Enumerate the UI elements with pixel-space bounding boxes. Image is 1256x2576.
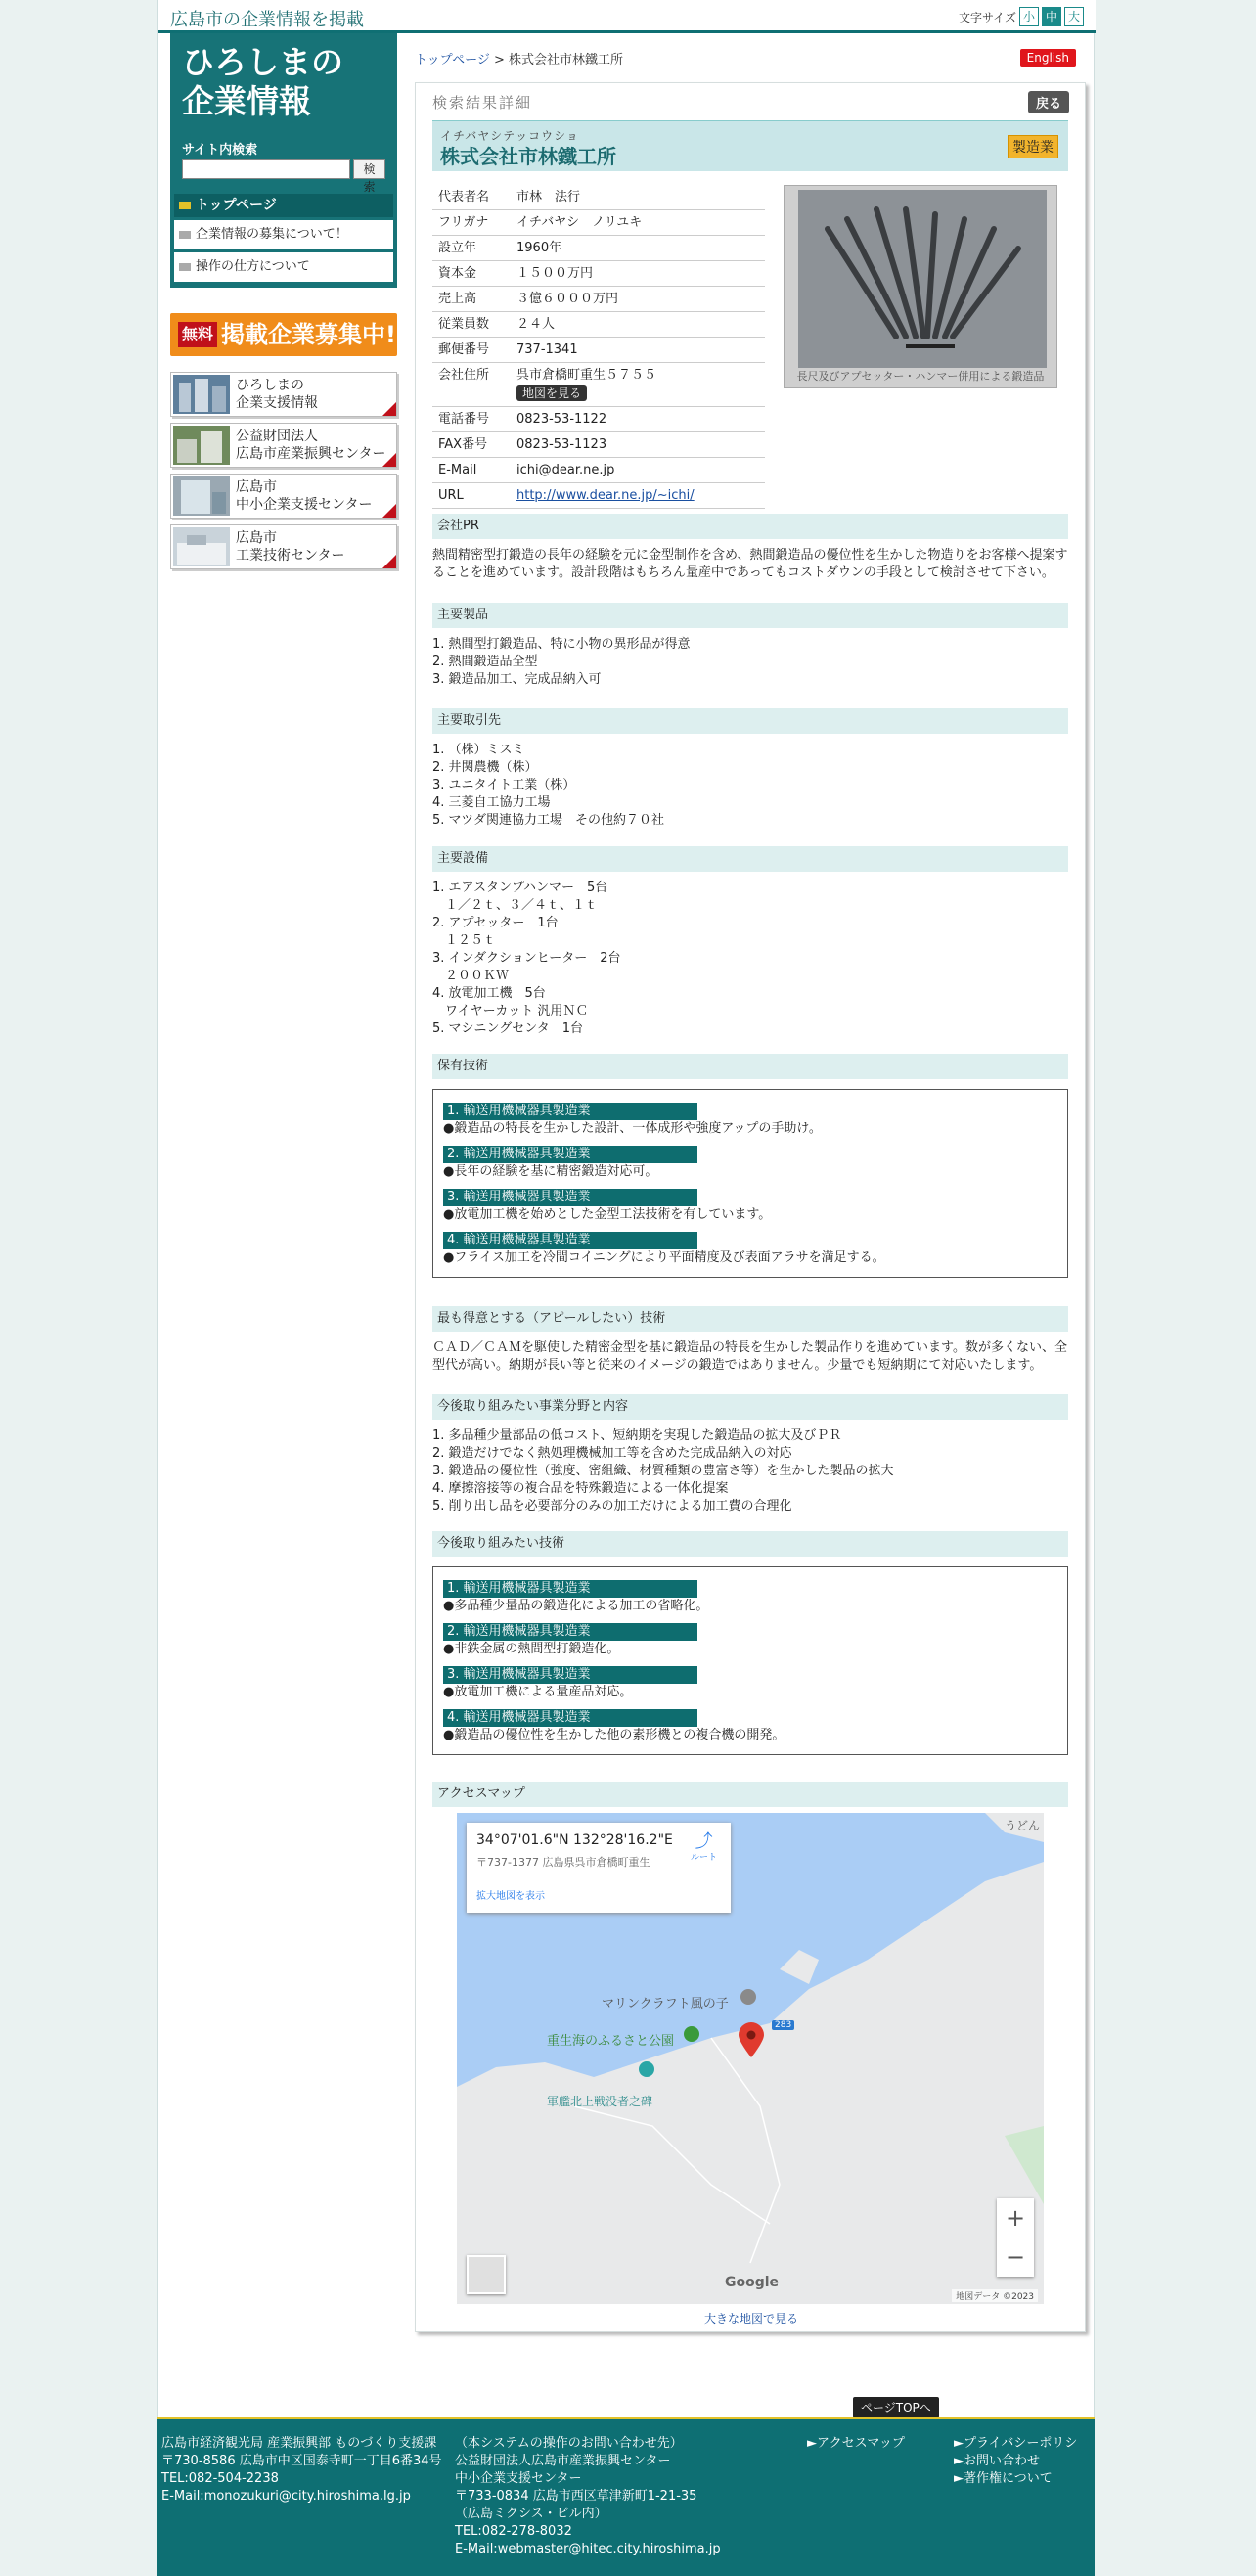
section-title: 最も得意とする（アピールしたい）技術 [432,1306,1068,1332]
list-item: 1. （株）ミスミ [432,743,525,757]
company-name-box [432,120,1068,171]
search-button[interactable]: 検索 [353,159,385,179]
tech-label: 2. 輸送用機械器具製造業 [443,1146,697,1163]
footer-link-contact[interactable]: ►お問い合わせ [954,2454,1040,2468]
table-row [432,185,765,210]
list-item: 3. ユニタイト工業（株） [432,778,576,792]
footer-line: 公益財団法人広島市産業振興センター [455,2454,671,2468]
info-key: 郵便番号 [432,338,511,363]
link-line2: 広島市産業振興センター [236,446,386,462]
list-item: 5. 削り出し品を必要部分のみの加工だけによる加工費の合理化 [432,1499,792,1514]
info-value: 市林 法行 [511,185,765,210]
tech-text: ●放電加工機を始めとした金型工法技術を有しています。 [443,1207,772,1222]
tech-text: ●鍛造品の特長を生かした設計、一体成形や強度アップの手助け。 [443,1121,822,1136]
breadcrumb-current: 株式会社市林鐵工所 [509,53,624,68]
list-item: 5. マツダ関連協力工場 その他約７０社 [432,813,665,828]
info-key: FAX番号 [432,432,511,458]
link-sme-center[interactable] [170,474,397,519]
table-row [432,363,765,407]
list-item: ２００ＫＷ [432,969,510,983]
link-line1: 公益財団法人 [236,429,318,444]
footer-links-1 [807,2435,905,2453]
company-url-link[interactable]: http://www.dear.ne.jp/~ichi/ [516,488,695,503]
info-value: 0823-53-1123 [511,432,765,458]
tech-label: 4. 輸送用機械器具製造業 [443,1709,697,1727]
footer-line: 〒730-8586 広島市中区国泰寺町一丁目6番34号 [161,2454,442,2468]
map-place-label[interactable]: 軍艦北上戦没者之碑 [547,2095,653,2108]
back-button[interactable]: 戻る [1028,91,1069,113]
map-copyright: 地図データ ©2023 [952,2289,1038,2302]
footer-link-privacy[interactable]: ►プライバシーポリシ [954,2436,1078,2451]
table-row [432,483,765,509]
logo-line2: 企業情報 [182,82,311,120]
table-row [432,287,765,312]
top-bar [158,0,1096,33]
city-thumbnail-icon [173,426,230,465]
menu-item-recruit[interactable]: 企業情報の募集について！ [174,220,393,249]
zoom-controls [997,2198,1034,2277]
footer [157,2417,1095,2576]
menu-top-page[interactable]: トップページ [174,194,393,217]
list-item: ワイヤーカット 汎用ＮＣ [432,1004,589,1018]
google-logo: Google [725,2275,780,2290]
link-line2: 企業支援情報 [236,395,318,411]
free-badge: 無料 [178,322,217,347]
footer-line: E-Mail:webmaster@hitec.city.hiroshima.jp [455,2542,721,2556]
section-clients [432,708,1068,830]
list-item: 3. 鍛造品加工、完成品納入可 [432,672,602,687]
footer-links-2 [954,2435,1077,2488]
tech-label: 1. 輸送用機械器具製造業 [443,1103,697,1120]
footer-contact-center [455,2435,721,2558]
info-value: １５００万円 [511,261,765,287]
list-item: １２５ｔ [432,933,497,948]
road-number-badge: 283 [772,2020,794,2030]
future-tech-box [432,1566,1068,1755]
info-value: 0823-53-1122 [511,407,765,432]
info-value: 呉市倉橋町重生５７５５ [516,368,657,383]
info-key: フリガナ [432,210,511,236]
section-title: 主要取引先 [432,708,1068,734]
breadcrumb-home[interactable]: トップページ [415,53,490,68]
font-size-large-button[interactable]: 大 [1064,7,1084,26]
corner-mark [382,402,396,416]
tech-box [432,1089,1068,1278]
footer-line: （本システムの操作のお問い合わせ先） [455,2436,683,2451]
map-label-corner: うどん [1004,1819,1040,1832]
footer-line: TEL:082-278-8032 [455,2524,572,2539]
info-key: 資本金 [432,261,511,287]
list-item: 3. インダクションヒーター 2台 [432,951,621,966]
facility-thumbnail-icon [173,527,230,566]
office-thumbnail-icon [173,476,230,516]
breadcrumb [415,49,623,68]
info-key: 代表者名 [432,185,511,210]
view-map-button[interactable]: 地図を見る [516,385,587,401]
info-value: ３億６０００万円 [511,287,765,312]
list-item: 3. 鍛造品の優位性（強度、密組織、材質種類の豊富さ等）を生かした製品の拡大 [432,1464,894,1478]
result-panel [415,82,1086,2332]
section-title: 今後取り組みたい技術 [432,1531,1068,1557]
info-key: 電話番号 [432,407,511,432]
directions-button[interactable] [690,1831,717,1866]
appeal-text: ＣＡＤ／ＣＡＭを駆使した精密金型を基に鍛造品の特長を生かした製品作りを進めています。数が多くない、全型代が高い。納期が長い等と従来のイメージの鍛造ではありません。少量でも短納期にて対応いたします。 [432,1340,1067,1373]
table-row [432,236,765,261]
park-marker-icon[interactable] [684,2026,699,2042]
directions-icon: ⤴ [695,1831,713,1852]
map-place-label[interactable]: マリンクラフト風の子 [602,1997,729,2011]
footer-line: 中小企業支援センター [455,2471,582,2486]
tech-label: 3. 輸送用機械器具製造業 [443,1189,697,1206]
footer-line: 〒733-0834 広島市西区草津新町1-21-35 [455,2489,697,2504]
table-row [432,407,765,432]
tech-text: ●放電加工機による量産品対応。 [443,1685,633,1699]
footer-line: （広島ミクシス・ビル内） [455,2507,607,2521]
map-place-label[interactable]: 重生海のふるさと公園 [547,2034,675,2049]
section-appeal [432,1306,1068,1375]
section-title: 主要設備 [432,846,1068,872]
footer-line: 広島市経済観光局 産業振興部 ものづくり支援課 [161,2436,437,2451]
link-line1: ひろしまの [236,378,304,393]
info-key: 設立年 [432,236,511,261]
tech-label: 2. 輸送用機械器具製造業 [443,1623,697,1641]
section-tech [432,1054,1068,1278]
building-thumbnail-icon [173,375,230,414]
tech-label: 4. 輸送用機械器具製造業 [443,1232,697,1249]
list-item: １／２ｔ、３／４ｔ、１ｔ [432,898,599,913]
section-title: 主要製品 [432,603,1068,628]
footer-line: TEL:082-504-2238 [161,2471,279,2486]
tech-text: ●多品種少量品の鍛造化による加工の省略化。 [443,1599,709,1613]
tech-text: ●非鉄金属の熱間型打鍛造化。 [443,1642,620,1656]
company-info-table [432,185,765,509]
result-title: 検索結果詳細 [432,94,533,112]
tech-label: 3. 輸送用機械器具製造業 [443,1666,697,1684]
footer-contact-city [161,2435,442,2506]
photo-caption: 長尺及びアプセッター・ハンマー併用による鍛造品 [796,370,1045,383]
section-future [432,1394,1068,1515]
list-item: 1. エアスタンプハンマー 5台 [432,881,608,895]
list-item: 2. 鍛造だけでなく熱処理機械加工等を含めた完成品納入の対応 [432,1446,792,1461]
location-pin-icon[interactable] [739,2022,764,2057]
menu-item-howto[interactable]: 操作の仕方について [174,252,393,282]
footer-link-copyright[interactable]: ►著作権について [954,2471,1053,2486]
table-row [432,432,765,458]
map-address: 〒737-1377 広島県呉市倉橋町重生 [476,1856,650,1869]
section-title: 保有技術 [432,1054,1068,1079]
logo[interactable] [170,33,397,194]
section-products [432,603,1068,689]
footer-link-access[interactable]: ►アクセスマップ [807,2436,905,2451]
link-line2: 工業技術センター [236,548,345,564]
link-line1: 広島市 [236,530,277,546]
forged-parts-image [798,190,1047,368]
section-title: 今後取り組みたい事業分野と内容 [432,1394,1068,1420]
breadcrumb-separator: > [493,53,505,68]
corner-mark [382,555,396,568]
link-support-info[interactable] [170,372,397,417]
font-size-switcher [959,7,1084,26]
font-size-small-button[interactable]: 小 [1019,7,1039,26]
info-value: イチバヤシ ノリユキ [511,210,765,236]
tech-text: ●フライス加工を冷間コイニングにより平面精度及び表面アラサを満足する。 [443,1250,885,1265]
site-title[interactable]: 広島市の企業情報を掲載 [170,10,364,30]
info-key: E-Mail [432,458,511,483]
monument-marker-icon[interactable] [639,2061,654,2077]
map-bigger-link[interactable]: 拡大地図を表示 [476,1891,545,1902]
section-access [432,1782,1068,1807]
map-layer-toggle[interactable] [467,2255,506,2294]
list-item: 2. 熱間鍛造品全型 [432,655,538,669]
zoom-in-button[interactable]: + [997,2198,1034,2237]
address-cell [511,363,765,407]
page-top-button[interactable]: ページTOPへ [853,2397,939,2418]
company-kana: イチバヤシテッコウショ [440,129,579,143]
tech-label: 1. 輸送用機械器具製造業 [443,1580,697,1598]
section-title: 会社PR [432,514,1068,539]
access-map[interactable] [457,1813,1044,2304]
english-button[interactable]: English [1020,49,1076,67]
page-wrapper [157,0,1095,2417]
corner-mark [382,504,396,518]
place-marker-icon[interactable] [740,1989,756,2005]
bigger-map-link[interactable]: 大きな地図で見る [703,2312,798,2326]
logo-line1: ひろしまの [182,43,343,81]
map-coordinates: 34°07'01.6"N 132°28'16.2"E [476,1832,673,1848]
map-info-card [467,1823,731,1913]
font-size-label: 文字サイズ [958,10,1016,24]
sidebar [170,33,397,569]
footer-line: E-Mail:monozukuri@city.hiroshima.lg.jp [161,2489,411,2504]
info-key: 売上高 [432,287,511,312]
recruit-banner[interactable] [170,313,397,356]
link-line2: 中小企業支援センター [236,497,373,513]
link-line1: 広島市 [236,479,277,495]
list-item: 4. 三菱自工協力工場 [432,795,551,810]
table-row [432,261,765,287]
section-equipment [432,846,1068,1038]
section-pr [432,514,1068,582]
list-item: 4. 摩擦溶接等の複合品を特殊鍛造による一体化提案 [432,1481,729,1496]
corner-mark [382,453,396,467]
link-industry-center[interactable] [170,423,397,468]
info-value: ２４人 [511,312,765,338]
section-title: アクセスマップ [432,1782,1068,1807]
pr-text: 熱間精密型打鍛造の長年の経験を元に金型制作を含め、熱間鍛造品の優位性を生かした物造りをお客様へ提案することを進めています。設計段階はもちろん量産中であってもコストダウンの手段として検討させて下さい。 [432,548,1068,580]
section-future-tech [432,1531,1068,1755]
list-item: 1. 熱間型打鍛造品、特に小物の異形品が得意 [432,637,691,652]
tech-text: ●鍛造品の優位性を生かした他の素形機との複合機の開発。 [443,1728,785,1742]
table-row [432,458,765,483]
info-value: 737-1341 [511,338,765,363]
zoom-out-button[interactable]: − [1005,2243,1026,2271]
site-search-input[interactable] [182,159,350,179]
info-key: 会社住所 [432,363,511,407]
directions-label: ルート [690,1853,717,1863]
list-item: 4. 放電加工機 5台 [432,986,546,1001]
list-item: 2. 井関農機（株） [432,760,538,775]
table-row [432,338,765,363]
search-label: サイト内検索 [182,143,258,158]
table-row [432,312,765,338]
info-key: 従業員数 [432,312,511,338]
list-item: 5. マシニングセンタ 1台 [432,1021,584,1036]
info-value: ichi@dear.ne.jp [511,458,765,483]
category-badge: 製造業 [1008,135,1058,158]
banner-text: 掲載企業募集中! [221,321,396,348]
font-size-medium-button[interactable]: 中 [1042,7,1061,26]
link-tech-center[interactable] [170,524,397,569]
sidebar-menu [170,190,397,288]
info-value: 1960年 [511,236,765,261]
tech-text: ●長年の経験を基に精密鍛造対応可。 [443,1164,658,1179]
product-photo [784,185,1057,388]
table-row [432,210,765,236]
info-key: URL [432,483,511,509]
list-item: 1. 多品種少量部品の低コスト、短納期を実現した鍛造品の拡大及びＰＲ [432,1428,842,1443]
list-item: 2. アプセッター 1台 [432,916,559,930]
company-name: 株式会社市林鐵工所 [440,145,616,168]
